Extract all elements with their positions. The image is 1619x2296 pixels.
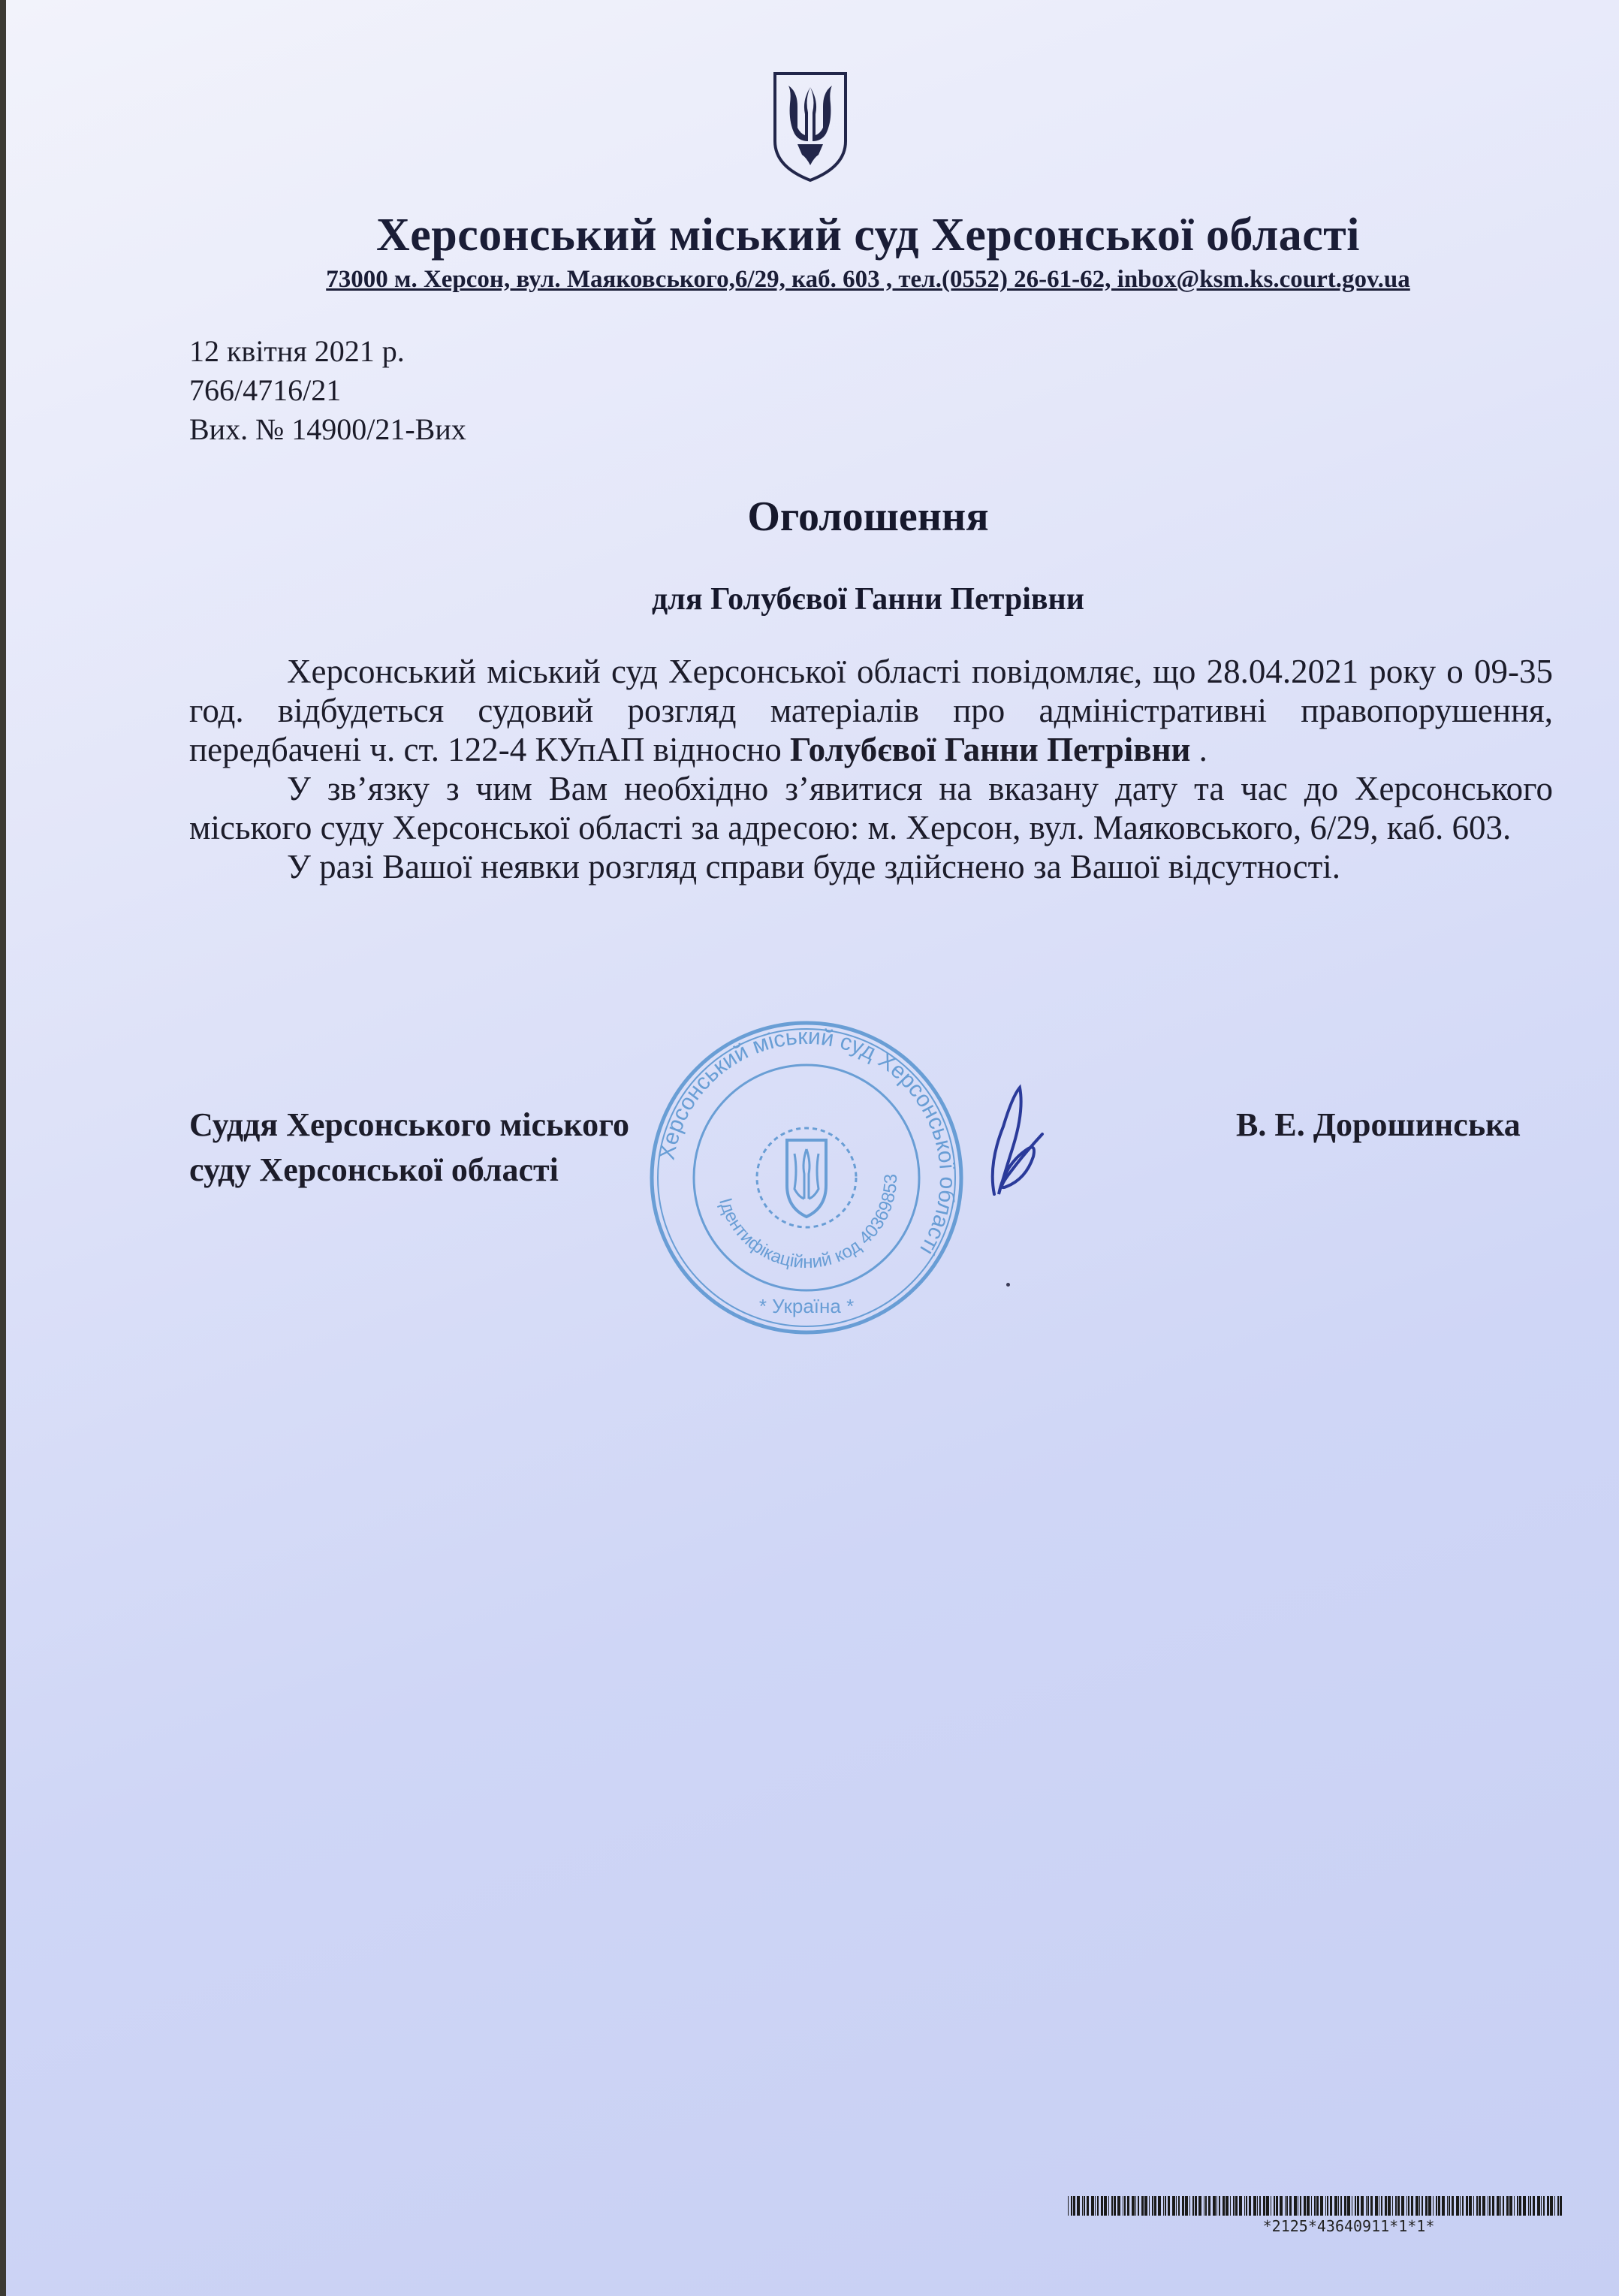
barcode-bar [1338, 2196, 1339, 2216]
barcode-bar [1185, 2196, 1188, 2216]
barcode-bar [1091, 2196, 1094, 2216]
barcode-bar [1114, 2196, 1116, 2216]
barcode-bar [1560, 2196, 1562, 2216]
barcode-bar [1482, 2196, 1485, 2216]
barcode-bar [1307, 2196, 1310, 2216]
barcode-bar [1263, 2196, 1265, 2216]
barcode-bar [1158, 2196, 1161, 2216]
barcode-bar [1320, 2196, 1323, 2216]
barcode-bar [1132, 2196, 1135, 2216]
court-address: 73000 м. Херсон, вул. Маяковського,6/29, каб. 603 , тел.(0552) 26-61-62, inbox@ksm.ks.court.gov.ua [326, 266, 1410, 293]
barcode-bar [1124, 2196, 1126, 2216]
document-meta [189, 332, 466, 449]
barcode-bar [1428, 2196, 1431, 2216]
barcode-number: *2125*43640911*1*1* [1262, 2217, 1435, 2235]
barcode-bar [1425, 2196, 1428, 2216]
barcode-bar [1144, 2196, 1147, 2216]
paragraph-1-text: Херсонський міський суд Херсонської області повідомляє, що 28.04.2021 року о 09-35 год. відбудеться судовий розгляд матеріалів про адміністративні правопорушення, передбачені ч. ст. 122-4 КУпАП відносно [189, 653, 1553, 768]
barcode-bar [1452, 2196, 1454, 2216]
barcode-bar [1537, 2196, 1540, 2216]
barcode-bar [1077, 2196, 1080, 2216]
barcode-bar [1068, 2196, 1069, 2216]
defendant-name: Голубєвої Ганни Петрівни [789, 731, 1191, 768]
stamp-outer-text: Херсонський міський суд Херсонської області [654, 1024, 960, 1260]
barcode-bar [1460, 2196, 1461, 2216]
barcode-bar [1219, 2196, 1220, 2216]
barcode-bar [1223, 2196, 1225, 2216]
barcode-bar [1469, 2196, 1472, 2216]
barcode-bar [1392, 2196, 1393, 2216]
barcode-bar [1388, 2196, 1391, 2216]
photo-edge [0, 0, 6, 2296]
judge-signature [958, 1082, 1056, 1202]
barcode-bar [1500, 2196, 1501, 2216]
barcode-bar [1182, 2196, 1184, 2216]
barcode-bar [1462, 2196, 1464, 2216]
barcode-bar [1226, 2196, 1229, 2216]
barcode-bar [1192, 2196, 1194, 2216]
barcode-bar [1456, 2196, 1459, 2216]
judge-title-line-1: Суддя Херсонського міського [189, 1106, 629, 1143]
court-name: Херсонський міський суд Херсонської області [376, 210, 1360, 261]
barcode-bar [1408, 2196, 1409, 2216]
barcode-bar [1419, 2196, 1420, 2216]
barcode-bar [1084, 2196, 1085, 2216]
barcode-bar [1205, 2196, 1207, 2216]
barcode-bar [1436, 2196, 1437, 2216]
barcode-bar [1244, 2196, 1245, 2216]
case-number: 766/4716/21 [189, 373, 342, 407]
ukraine-trident-icon [769, 69, 852, 183]
barcode-bar [1233, 2196, 1235, 2216]
barcode-bar [1492, 2196, 1494, 2216]
barcode-bar [1541, 2196, 1542, 2216]
barcode-bar [1514, 2196, 1515, 2216]
barcode-bar [1523, 2196, 1526, 2216]
barcode-bar [1285, 2196, 1286, 2216]
barcode-bar [1476, 2196, 1478, 2216]
barcode-bar [1082, 2196, 1083, 2216]
notice-paragraph-3: У разі Вашої неявки розгляд справи буде здійснено за Вашої відсутності. [287, 848, 1340, 886]
barcode-bar [1117, 2196, 1120, 2216]
barcode-bar [1314, 2196, 1316, 2216]
outgoing-number: Вих. № 14900/21-Вих [189, 412, 466, 446]
barcode-bar [1111, 2196, 1113, 2216]
barcode-bar [1344, 2196, 1346, 2216]
barcode-bar [1466, 2196, 1468, 2216]
barcode-bar [1355, 2196, 1356, 2216]
barcode-bar [1135, 2196, 1136, 2216]
barcode-bar [1547, 2196, 1549, 2216]
barcode-bar [1433, 2196, 1434, 2216]
barcode-bar [1357, 2196, 1359, 2216]
stamp-inner-text: Ідентифікаційний код 40369853 [714, 1173, 902, 1273]
barcode-bar [1473, 2196, 1474, 2216]
judge-name: В. Е. Дорошинська [1236, 1106, 1521, 1143]
barcode-bar [1497, 2196, 1500, 2216]
barcode-bar [1141, 2196, 1144, 2216]
notice-title: Оголошення [747, 493, 989, 540]
barcode-bar [1438, 2196, 1440, 2216]
barcode-bar [1330, 2196, 1332, 2216]
barcode-bar [1361, 2196, 1364, 2216]
barcode-bar [1519, 2196, 1521, 2216]
barcode-bar [1489, 2196, 1491, 2216]
notice-paragraph-1 [189, 652, 1553, 769]
ink-dot [1006, 1283, 1010, 1287]
stamp-bottom-text: * Україна * [758, 1295, 855, 1317]
barcode-bar [1108, 2196, 1109, 2216]
barcode-bar [1257, 2196, 1258, 2216]
barcode-bar [1230, 2196, 1231, 2216]
stamp-trident-icon [757, 1128, 856, 1227]
notice-recipient: для Голубєвої Ганни Петрівни [652, 582, 1084, 617]
barcode-bar [1543, 2196, 1545, 2216]
barcode-bar [1347, 2196, 1350, 2216]
barcode-bar [1149, 2196, 1150, 2216]
document-page [5, 0, 1619, 2296]
barcode-bar [1381, 2196, 1382, 2216]
barcode-bar [1104, 2196, 1107, 2216]
barcode-bar [1401, 2196, 1404, 2216]
barcode-bar [1554, 2196, 1555, 2216]
barcode-bar [1101, 2196, 1103, 2216]
judge-title-line-2: суду Херсонської області [189, 1151, 559, 1188]
barcode-bar [1280, 2196, 1283, 2216]
barcode-bar [1274, 2196, 1275, 2216]
barcode-bar [1311, 2196, 1312, 2216]
barcode-bar [1286, 2196, 1288, 2216]
court-stamp [644, 1020, 969, 1335]
barcode-bar [1517, 2196, 1518, 2216]
barcode-bar [1289, 2196, 1292, 2216]
barcode-bar [1506, 2196, 1509, 2216]
document-date: 12 квітня 2021 р. [189, 334, 405, 368]
barcode-bar [1304, 2196, 1306, 2216]
barcode-bar [1367, 2196, 1369, 2216]
barcode-bar [1325, 2196, 1326, 2216]
barcode-bar [1249, 2196, 1251, 2216]
barcode-bar [1370, 2196, 1373, 2216]
barcode-bar [1087, 2196, 1089, 2216]
barcode-bar [1189, 2196, 1190, 2216]
barcode-bar [1300, 2196, 1301, 2216]
barcode-bar [1198, 2196, 1201, 2216]
barcode-bar [1530, 2196, 1531, 2216]
barcode-bar [1208, 2196, 1210, 2216]
barcode-bar [1316, 2196, 1319, 2216]
barcode-bar [1095, 2196, 1096, 2216]
barcode-bar [1334, 2196, 1337, 2216]
barcode-bar [1557, 2196, 1559, 2216]
barcode-bar [1195, 2196, 1197, 2216]
barcode-bar [1239, 2196, 1242, 2216]
barcode-bar [1479, 2196, 1481, 2216]
barcode-bar [1213, 2196, 1216, 2216]
barcode-bar [1415, 2196, 1419, 2216]
barcode-bar [1253, 2196, 1256, 2216]
barcode-bar [1276, 2196, 1278, 2216]
barcode-bar [1071, 2196, 1072, 2216]
barcode-bar [1176, 2196, 1177, 2216]
barcode-bar [1163, 2196, 1164, 2216]
barcode-bar [1449, 2196, 1450, 2216]
barcode-bar [1509, 2196, 1512, 2216]
barcode-bar [1447, 2196, 1448, 2216]
barcode-bar [1366, 2196, 1367, 2216]
barcode-bar [1327, 2196, 1328, 2216]
barcode-bar [1375, 2196, 1378, 2216]
barcode-bar [1097, 2196, 1099, 2216]
barcode-bar [1340, 2196, 1342, 2216]
barcode-bar [1073, 2196, 1075, 2216]
barcode-bar [1127, 2196, 1129, 2216]
barcode-bar [1138, 2196, 1139, 2216]
barcode-bar [1442, 2196, 1445, 2216]
barcode-bar [1411, 2196, 1413, 2216]
barcode-bar [1533, 2196, 1535, 2216]
barcode-bar [1550, 2196, 1553, 2216]
barcode-bar [1294, 2196, 1297, 2216]
barcode-bar [1406, 2196, 1407, 2216]
barcode-bar [1152, 2196, 1153, 2216]
barcode-bar [1165, 2196, 1166, 2216]
barcode-bar [1528, 2196, 1529, 2216]
barcode-bar [1503, 2196, 1504, 2216]
barcode-bar [1395, 2196, 1397, 2216]
barcode-bar [1154, 2196, 1156, 2216]
notice-body [189, 652, 1553, 886]
barcode-bar [1178, 2196, 1180, 2216]
barcode-bar [1385, 2196, 1387, 2216]
barcode-bar [1168, 2196, 1170, 2216]
judge-title [189, 1103, 629, 1193]
barcode-bar [1397, 2196, 1400, 2216]
paragraph-1-end: . [1190, 731, 1207, 768]
barcode-bar [1259, 2196, 1261, 2216]
barcode [1068, 2196, 1568, 2216]
barcode-bar [1235, 2196, 1238, 2216]
barcode-bar [1172, 2196, 1175, 2216]
notice-paragraph-2: У зв’язку з чим Вам необхідно з’явитися на вказану дату та час до Херсонського міського суду Херсонської області за адресою: м. Херсон, вул. Маяковського, 6/29, каб. 603. [189, 770, 1553, 846]
barcode-bar [1266, 2196, 1269, 2216]
barcode-bar [1246, 2196, 1247, 2216]
barcode-bar [1422, 2196, 1423, 2216]
